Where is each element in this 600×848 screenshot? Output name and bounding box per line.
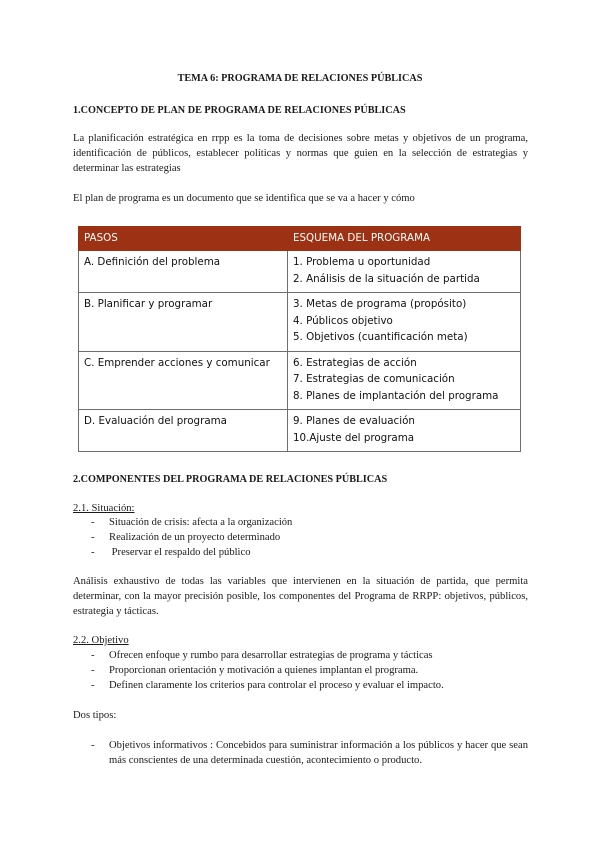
program-item: 2. Análisis de la situación de partida: [293, 272, 480, 285]
program-item: 8. Planes de implantación del programa: [293, 389, 499, 402]
table-cell-items: [288, 293, 521, 352]
table-row: [79, 351, 521, 410]
bullet-dash: -: [91, 517, 95, 528]
program-item: 3. Metas de programa (propósito): [293, 298, 467, 310]
program-item: 1. Problema u oportunidad: [293, 256, 431, 268]
situacion-list: [73, 515, 528, 560]
program-item: 6. Estrategias de acción: [293, 356, 417, 369]
table-header-row: [79, 227, 521, 251]
table-cell-items: [288, 351, 521, 410]
list-item: [73, 738, 528, 768]
list-item: [73, 545, 528, 560]
bullet-dash: -: [91, 740, 95, 751]
list-item-text: Definen claramente los criterios para controlar el proceso y evaluar el impacto.: [109, 680, 444, 691]
program-item: 7. Estrategias de comunicación: [293, 373, 455, 385]
table-cell-items: [288, 251, 521, 293]
table-row: [79, 410, 521, 452]
section1-paragraph-2: El plan de programa es un documento que se identifica que se va a hacer y cómo: [73, 193, 415, 204]
table-header-pasos: PASOS: [79, 227, 288, 251]
dos-tipos-label: Dos tipos:: [73, 710, 117, 721]
bullet-dash: -: [91, 680, 95, 691]
bullet-dash: -: [91, 650, 95, 661]
list-item-text: Ofrecen enfoque y rumbo para desarrollar estrategias de programa y tácticas: [109, 650, 433, 661]
list-item-text: Realización de un proyecto determinado: [109, 532, 281, 543]
list-item: [73, 663, 528, 678]
list-item: [73, 515, 528, 530]
subsection-situacion-heading: 2.1. Situación:: [73, 503, 135, 514]
table-cell-step: D. Evaluación del programa: [79, 410, 288, 452]
bullet-dash: -: [91, 532, 95, 543]
section2-heading: 2.COMPONENTES DEL PROGRAMA DE RELACIONES PÚBLICAS: [73, 474, 388, 485]
table-header-esquema: ESQUEMA DEL PROGRAMA: [288, 227, 521, 251]
section1-heading: 1.CONCEPTO DE PLAN DE PROGRAMA DE RELACIONES PÚBLICAS: [73, 105, 406, 116]
table-cell-step: C. Emprender acciones y comunicar: [79, 351, 288, 410]
list-item-text: Situación de crisis: afecta a la organización: [109, 517, 293, 528]
bullet-dash: -: [91, 665, 95, 676]
program-item: 10.Ajuste del programa: [293, 431, 415, 444]
table-cell-step: B. Planificar y programar: [79, 293, 288, 352]
list-item: [73, 648, 528, 663]
program-steps-table: [78, 226, 521, 452]
list-item-text: Preservar el respaldo del público: [109, 547, 251, 558]
bullet-dash: -: [91, 547, 95, 558]
list-item: [73, 678, 528, 693]
table-cell-items: [288, 410, 521, 452]
program-item: 9. Planes de evaluación: [293, 415, 415, 427]
section1-paragraph-1: La planificación estratégica en rrpp es la toma de decisiones sobre metas y objetivos de un programa, identificación de públicos, establecer políticas y normas que guien en la selección de estrategias y determinar las estrategias: [73, 133, 528, 174]
table-cell-step: A. Definición del problema: [79, 251, 288, 293]
objetivo-list: [73, 648, 528, 693]
list-item: [73, 530, 528, 545]
tipos-list: [73, 738, 528, 768]
list-item-text: Objetivos informativos : Concebidos para suministrar información a los públicos y hacer que sean más conscientes de una determinada cuestión, acontecimiento o producto.: [109, 740, 528, 766]
subsection-objetivo-heading: 2.2. Objetivo: [73, 635, 129, 646]
list-item-text: Proporcionan orientación y motivación a quienes implantan el programa.: [109, 665, 419, 676]
table-row: [79, 251, 521, 293]
analysis-paragraph: Análisis exhaustivo de todas las variables que intervienen en la situación de partida, que permita determinar, con la mayor precisión posible, los componentes del Programa de RRPP: objetivos, públicos, estrategia y tácticas.: [73, 576, 528, 617]
table-row: [79, 293, 521, 352]
program-item: 4. Públicos objetivo: [293, 314, 393, 327]
program-item: 5. Objetivos (cuantificación meta): [293, 331, 468, 343]
page-title: TEMA 6: PROGRAMA DE RELACIONES PÚBLICAS: [177, 73, 423, 84]
